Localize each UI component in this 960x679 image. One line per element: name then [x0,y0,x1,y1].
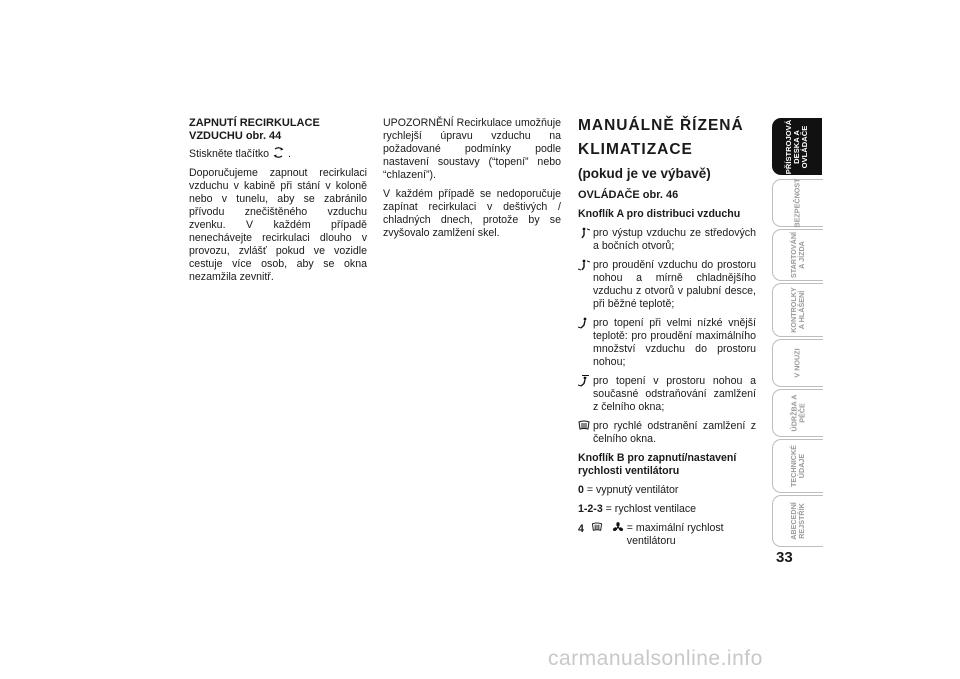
knob-b-title: Knoflík B pro zapnutí/nastavení rychlosti ventilátoru [578,452,737,477]
controls-heading: OVLÁDAČE obr. 46 [578,189,679,201]
speed-item: 0 = vypnutý ventilátor [578,484,679,496]
list-item: pro topení v prostoru nohou a současné odstraňování zamlžení z čelního okna; [578,375,756,414]
tab-warning-lights[interactable]: KONTROLKY A HLÁŠENÍ [772,283,823,337]
tab-dashboard-controls[interactable]: PŘÍSTROJOVÁ DESKA A OVLÁDAČE [772,118,822,175]
watermark: carmanualsonline.info [548,647,763,670]
tab-emergency[interactable]: V NOUZI [772,339,823,387]
speed-item-max: 4 = maximální rychlost ventilátoru [578,522,724,547]
list-item: pro topení při velmi nízké vnější teplotě: pro proudění maximálního množství vzduchu do prostoru nohou; [578,317,756,369]
section-title-line1: MANUÁLNĚ ŘÍZENÁ [578,117,744,134]
section-subtitle: (pokud je ve výbavě) [578,166,711,181]
rain-paragraph: V každém případě se nedoporučuje zapínat recirkulaci v deštivých / chladných dnech, protože by se zvyšovalo zamlžení skel. [383,188,561,239]
warning-paragraph: UPOZORNĚNÍ Recirkulace umožňuje rychlejší úpravu vzduchu na požadované podmínky podle nastavení soustavy (“topení” nebo “chlazení”). [383,117,561,181]
tab-technical-data[interactable]: TECHNICKÉ ÚDAJE [772,439,823,493]
tab-safety[interactable]: BEZPEČNOST [772,179,823,227]
feet-vent-icon [578,317,590,329]
tab-maintenance[interactable]: ÚDRŽBA A PÉČE [772,389,823,437]
defrost-icon [591,522,603,533]
list-item: pro rychlé odstranění zamlžení z čelního okna. [578,420,756,446]
tab-starting-driving[interactable]: STARTOVÁNÍ A JÍZDA [772,229,823,281]
fan-icon [612,522,624,533]
face-vent-icon [578,227,590,239]
recirculation-heading: ZAPNUTÍ RECIRKULACE VZDUCHU obr. 44 [189,117,320,142]
list-item: pro výstup vzduchu ze středových a bočních otvorů; [578,227,756,253]
column-warning [383,117,561,246]
face-feet-vent-icon [578,259,590,271]
tab-index[interactable]: ABECEDNÍ REJSTŘÍK [772,495,823,547]
section-title-line2: KLIMATIZACE [578,141,693,158]
column-climate [578,117,756,554]
recirculation-paragraph: Doporučujeme zapnout recirkulaci vzduchu v kabině při stání v koloně nebo v tunelu, aby se zabránilo přívodu znečištěného vzduchu zvenku. V každém případě nenechávejte recirkulaci dlouho v provozu, zvlášť pokud ve vozidle cestuje více osob, aby se okna nezamžila zevnitř. [189,167,367,283]
press-instruction: Stiskněte tlačítko . [189,148,291,160]
recirculation-icon [272,147,285,158]
defrost-icon [578,420,590,432]
list-item: pro proudění vzduchu do prostoru nohou a mírně chladnějšího vzduchu z otvorů v palubní desce, při běžné teplotě; [578,259,756,311]
page-number: 33 [776,549,793,566]
feet-windscreen-vent-icon [578,375,590,387]
knob-a-title: Knoflík A pro distribuci vzduchu [578,208,741,220]
column-recirculation [189,117,367,290]
speed-item: 1-2-3 = rychlost ventilace [578,503,697,515]
knob-a-list [578,227,756,446]
